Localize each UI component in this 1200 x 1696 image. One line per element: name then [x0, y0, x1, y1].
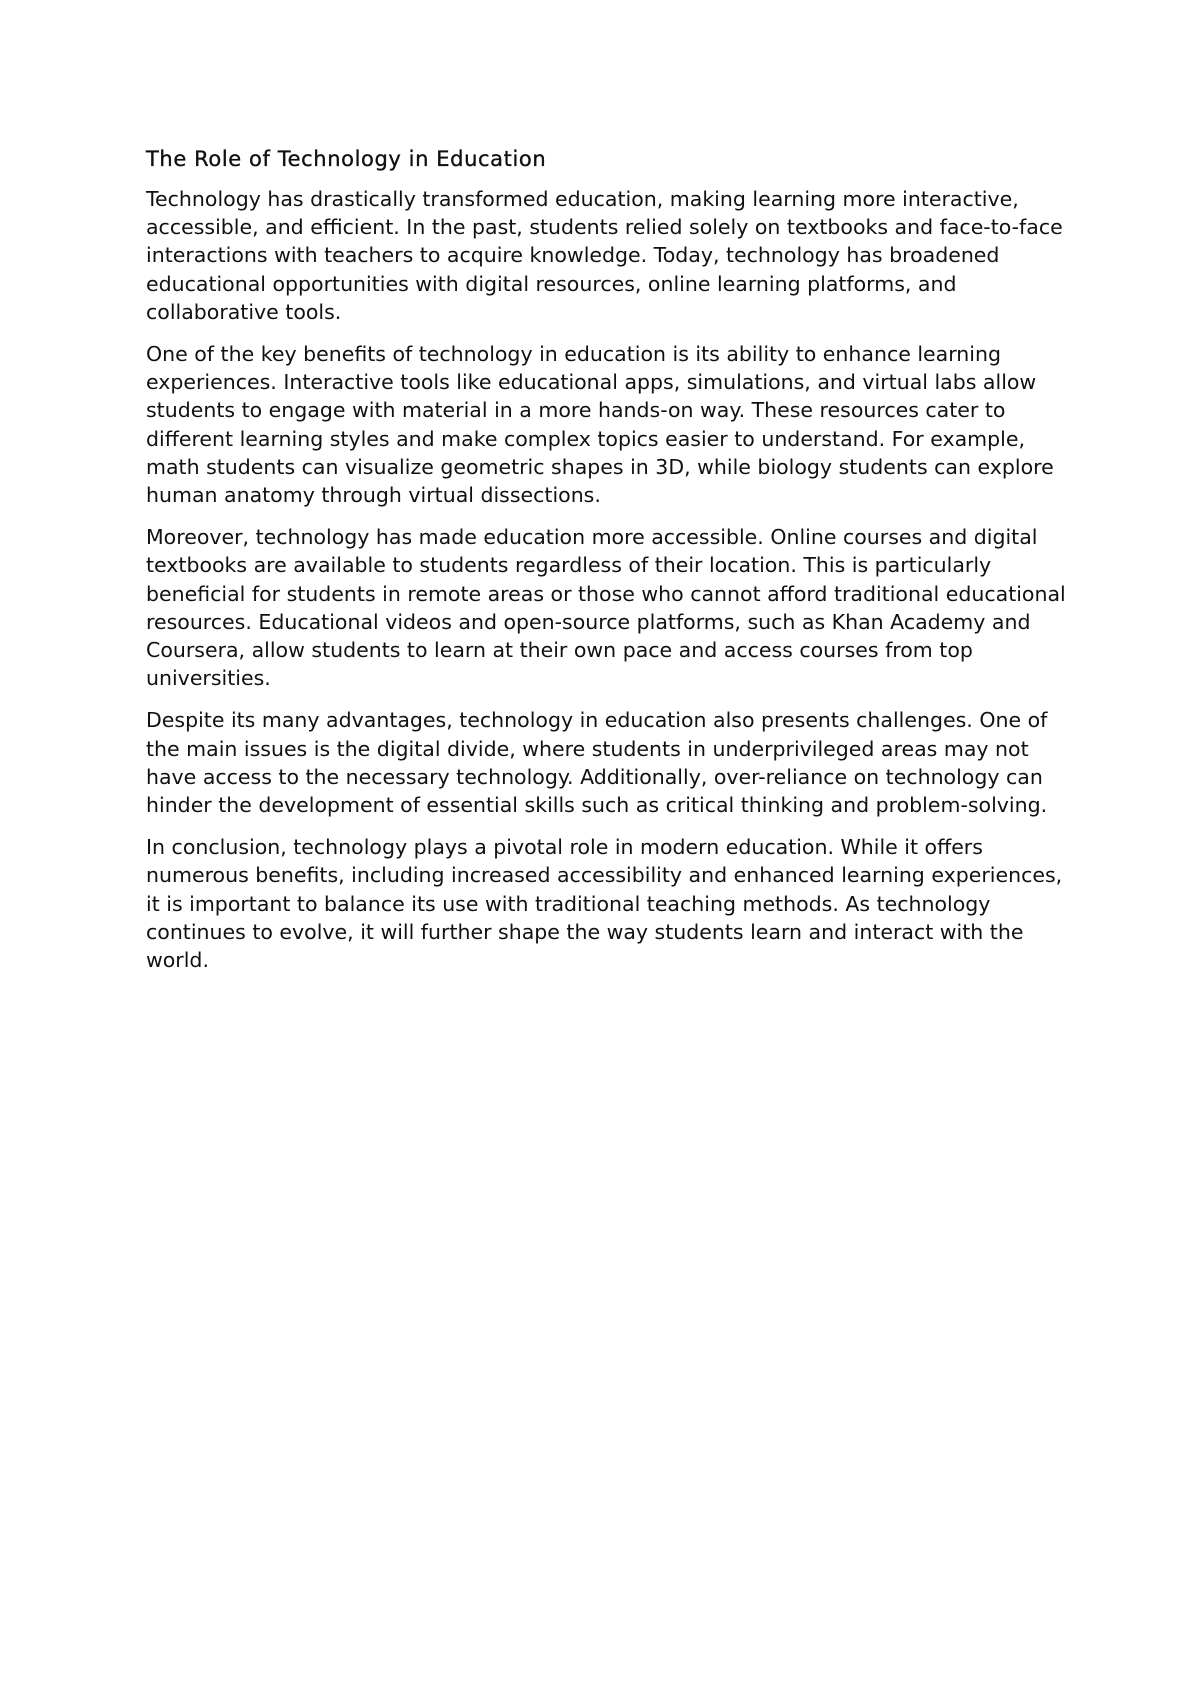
- paragraph-introduction: Technology has drastically transformed education, making learning more interactive, accessible, and efficient. In the past, students relied solely on textbooks and face-to-face interactions with teachers to acquire knowledge. Today, technology has broadened educational opportunities with digital resources, online learning platforms, and collaborative tools.: [146, 187, 1063, 324]
- paragraph-accessibility: Moreover, technology has made education more accessible. Online courses and digital textbooks are available to students regardless of their location. This is particularly beneficial for students in remote areas or those who cannot afford traditional educational resources. Educational videos and open-source platforms, such as Khan Academy and Coursera, allow students to learn at their own pace and access courses from top universities.: [146, 525, 1066, 691]
- paragraph-conclusion: In conclusion, technology plays a pivotal role in modern education. While it offers numerous benefits, including increased accessibility and enhanced learning experiences, it is important to balance its use with traditional teaching methods. As technology continues to evolve, it will further shape the way students learn and interact with the world.: [146, 835, 1063, 973]
- paragraph-benefits: One of the key benefits of technology in education is its ability to enhance learning experiences. Interactive tools like educational apps, simulations, and virtual labs allow students to engage with material in a more hands-on way. These resources cater to different learning styles and make complex topics easier to understand. For example, math students can visualize geometric shapes in 3D, while biology students can explore human anatomy through virtual dissections.: [146, 342, 1054, 508]
- document-body: [146, 145, 1076, 988]
- paragraph-challenges: Despite its many advantages, technology in education also presents challenges. One of the main issues is the digital divide, where students in underprivileged areas may not have access to the necessary technology. Additionally, over-reliance on technology can hinder the development of essential skills such as critical thinking and problem-solving.: [146, 708, 1048, 818]
- document-title: The Role of Technology in Education: [146, 147, 547, 171]
